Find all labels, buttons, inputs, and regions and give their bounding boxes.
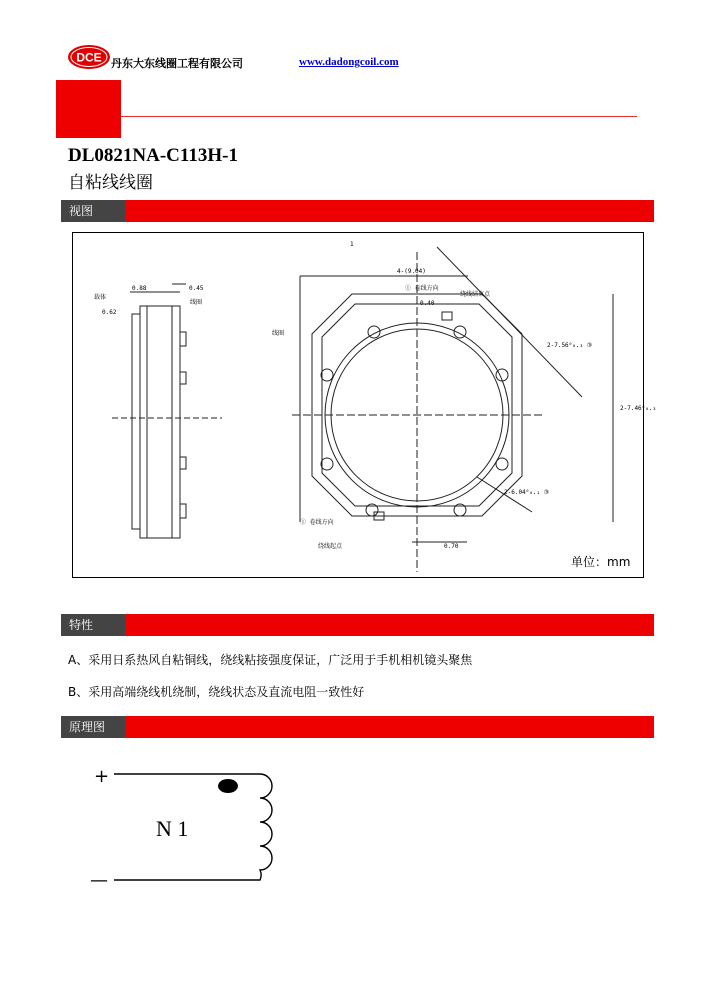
coil-schematic (80, 760, 300, 900)
drawing-unit: 单位：mm (571, 555, 631, 569)
front-dim-bottom-gap: 0.70 (444, 543, 459, 550)
polarity-dot (218, 779, 238, 793)
schematic-minus: — (90, 870, 108, 891)
section-bar-schematic (61, 716, 654, 738)
front-dim-top-width: 4-(9.04) (397, 268, 426, 275)
company-name: 丹东大东线圈工程有限公司 (111, 57, 243, 70)
side-label-coil: 线圈 (190, 299, 203, 306)
technical-drawing (72, 232, 657, 578)
company-logo (67, 44, 111, 70)
side-dim-1: 0.88 (132, 285, 147, 292)
header-divider (121, 116, 637, 117)
schematic-coil-label: N 1 (156, 816, 189, 841)
section-fill-features (125, 614, 654, 636)
header-red-block (56, 80, 121, 138)
feature-a: A、采用日系热风自粘铜线，绕线粘接强度保证，广泛用于手机相机镜头聚焦 (68, 653, 473, 667)
front-dim-inner: 2-6.04⁰₀.₁ ③ (504, 489, 550, 496)
front-label-winding-end: 绕线结束点 (460, 291, 491, 298)
section-bar-features (61, 614, 654, 636)
coil-winding (114, 774, 272, 880)
website-link[interactable]: www.dadongcoil.com (299, 56, 399, 68)
front-label-winding-dir-bottom: ① 卷线方向 (300, 519, 334, 526)
product-model: DL0821NA-C113H-1 (68, 145, 238, 166)
section-bar-view (61, 200, 654, 222)
front-dim-top-gap: 0.40 (420, 300, 435, 307)
schematic-plus: + (94, 766, 110, 787)
front-label-winding-dir-top: ① 卷线方向 (405, 285, 439, 292)
section-fill-view (125, 200, 654, 222)
side-label-body: 载体 (94, 294, 107, 301)
front-label-winding-start: 绕线起点 (318, 543, 343, 550)
section-fill-schematic (125, 716, 654, 738)
front-dim-vertical: 2-7.46⁰₀.₃ (620, 405, 657, 412)
product-name: 自粘线线圈 (68, 173, 153, 193)
front-view (292, 247, 613, 572)
section-label-features: 特性 (61, 614, 125, 636)
side-dim-2: 0.45 (189, 285, 204, 292)
section-label-schematic: 原理图 (61, 716, 125, 738)
front-label-coil: 线圈 (272, 330, 285, 337)
side-dim-3: 0.62 (102, 309, 117, 316)
section-label-view: 视图 (61, 200, 125, 222)
feature-b: B、采用高端绕线机绕制，绕线状态及直流电阻一致性好 (68, 685, 365, 699)
side-view (112, 284, 222, 538)
logo-text: DCE (76, 50, 102, 65)
front-top-mark: 1 (350, 241, 354, 248)
front-dim-diag: 2-7.56⁰₀.₃ ③ (547, 342, 593, 349)
